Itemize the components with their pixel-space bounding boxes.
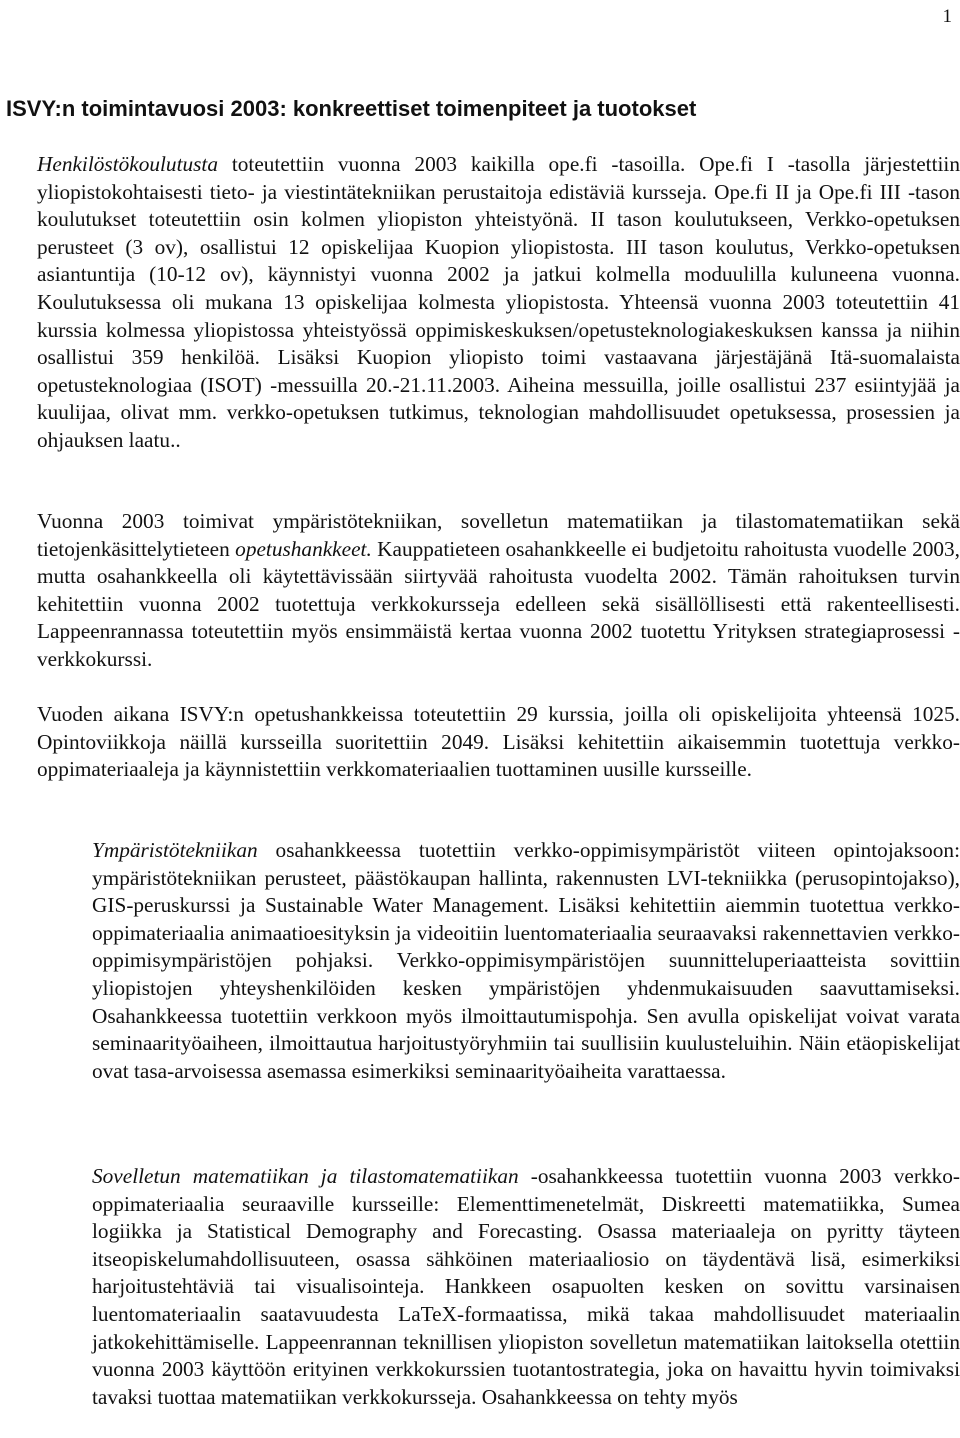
paragraph-ymparistotekniikka	[92, 837, 960, 1085]
paragraph-opetushankkeet	[37, 508, 960, 674]
paragraph-italic: opetushankkeet.	[235, 536, 372, 561]
paragraph-henkilostokoulutus	[37, 151, 960, 455]
paragraph-lead-italic: Henkilöstökoulutusta	[37, 152, 219, 176]
paragraph-text-before: Vuonna 2003 toimivat ympäristötekniikan, sovelletun matematiikan ja tilastomatematiikan sekä tietojenkäsittelytieteen	[37, 509, 960, 561]
paragraph-matematiikka	[92, 1163, 960, 1411]
page-number: 1	[942, 6, 952, 27]
paragraph-text-after: Kauppatieteen osahankkeelle ei budjetoitu rahoitusta vuodelle 2003, mutta osahankkeella oli käytettävissään siirtyvää rahoitusta vuodelta 2002. Tämän rahoituksen turvin kehitettiin vuonna 2002 tuotettuja verkkokursseja edelleen sekä sisällöllisesti että rakenteellisesti. Lappeenrannassa toteutettiin myös ensimmäistä kertaa vuonna 2002 tuotettu Yrityksen strategiaprosessi -verkkokurssi.	[37, 536, 960, 671]
paragraph-text: -osahankkeessa tuotettiin vuonna 2003 verkko-oppimateriaalia seuraaville kursseille: Elementtimenetelmät, Diskreetti matematiikka, Sumea logiikka ja Statistical Demography and Forecasting. Osassa materiaaleja on pyritty täyteen itseopiskelumahdollisuuteen, osassa sähköinen materiaaliosio on täydentävä lisä, esimerkiksi harjoitustehtäviä tai visualisointeja. Hankkeen osapuolten kesken on sovittu varsinaisen luentomateriaalin saatavuudesta LaTeX-formaatissa, mikä takaa mahdollisuudet materiaalin jatkokehittämiselle. Lappeenrannan teknillisen yliopiston sovelletun matematiikan laitoksella otettiin vuonna 2003 käyttöön erityinen verkkokurssien tuotantostrategia, joka on havaittu hyvin toimivaksi tavaksi tuottaa matematiikan verkkokursseja. Osahankkeessa on tehty myös	[92, 1164, 960, 1409]
paragraph-lead-italic: Sovelletun matematiikan ja tilastomatematiikan	[92, 1164, 519, 1188]
paragraph-text: osahankkeessa tuotettiin verkko-oppimisympäristöt viiteen opintojaksoon: ympäristötekniikan perusteet, päästökaupan hallinta, rakennusten LVI-tekniikka (perusopintojakso), GIS-peruskurssi ja Sustainable Water Management. Lisäksi kehitettiin aiemmin tuotettua verkko-oppimateriaalia animaatioesityksin ja videoitiin luentomateriaalia seuraavaksi rakennettavien verkko-oppimisympäristöjen pohjaksi. Verkko-oppimisympäristöjen suunnitteluperiaatteista sovittiin yliopistojen yhteyshenkilöiden kesken ympäristöjen yhdenmukaisuuden saavuttamiseksi. Osahankkeessa tuotettiin verkkoon myös ilmoittautumispohja. Sen avulla opiskelijat voivat varata seminaarityöaiheen, ilmoittautua harjoitustyöryhmiin tai suullisiin kuulusteluihin. Näin etäopiskelijat ovat tasa-arvoisessa asemassa esimerkiksi seminaarityöaiheita varattaessa.	[92, 838, 960, 1083]
paragraph-text: Vuoden aikana ISVY:n opetushankkeissa toteutettiin 29 kurssia, joilla oli opiskelijoita yhteensä 1025. Opintoviikkoja näillä kursseilla suoritettiin 2049. Lisäksi kehitettiin aikaisemmin tuotettuja verkko-oppimateriaaleja ja käynnistettiin verkkomateriaalien tuottaminen uusille kursseille.	[37, 702, 960, 782]
paragraph-kurssit-yhteensa	[37, 701, 960, 784]
paragraph-lead-italic: Ympäristötekniikan	[92, 838, 258, 862]
page-title: ISVY:n toimintavuosi 2003: konkreettiset toimenpiteet ja tuotokset	[6, 96, 697, 121]
paragraph-text: toteutettiin vuonna 2003 kaikilla ope.fi -tasoilla. Ope.fi I -tasolla järjestettiin yliopistokohtaisesti tieto- ja viestintätekniikan perustaitoja edistäviä kursseja. Ope.fi II ja Ope.fi III -tason koulutukset toteutettiin osin kolmen yliopiston yhteistyönä. II tason koulutukseen, Verkko-opetuksen perusteet (3 ov), osallistui 12 opiskelijaa Kuopion yliopistosta. III tason koulutus, Verkko-opetuksen asiantuntija (10-12 ov), käynnistyi vuonna 2002 ja jatkui kolmella moduulilla kuluneena vuonna. Koulutuksessa oli mukana 13 opiskelijaa kolmesta yliopistosta. Yhteensä vuonna 2003 toteutettiin 41 kurssia kolmessa yliopistossa yhteistyössä oppimiskeskuksen/opetusteknologiakeskuksen kanssa ja niihin osallistui 359 henkilöä. Lisäksi Kuopion yliopisto toimi vastaavana järjestäjänä Itä-suomalaista opetusteknologiaa (ISOT) -messuilla 20.-21.11.2003. Aiheina messuilla, joille osallistui 237 esiintyjää ja kuulijaa, olivat mm. verkko-opetuksen tutkimus, teknologian mahdollisuudet opetuksessa, prosessien ja ohjauksen laatu..	[37, 152, 960, 452]
